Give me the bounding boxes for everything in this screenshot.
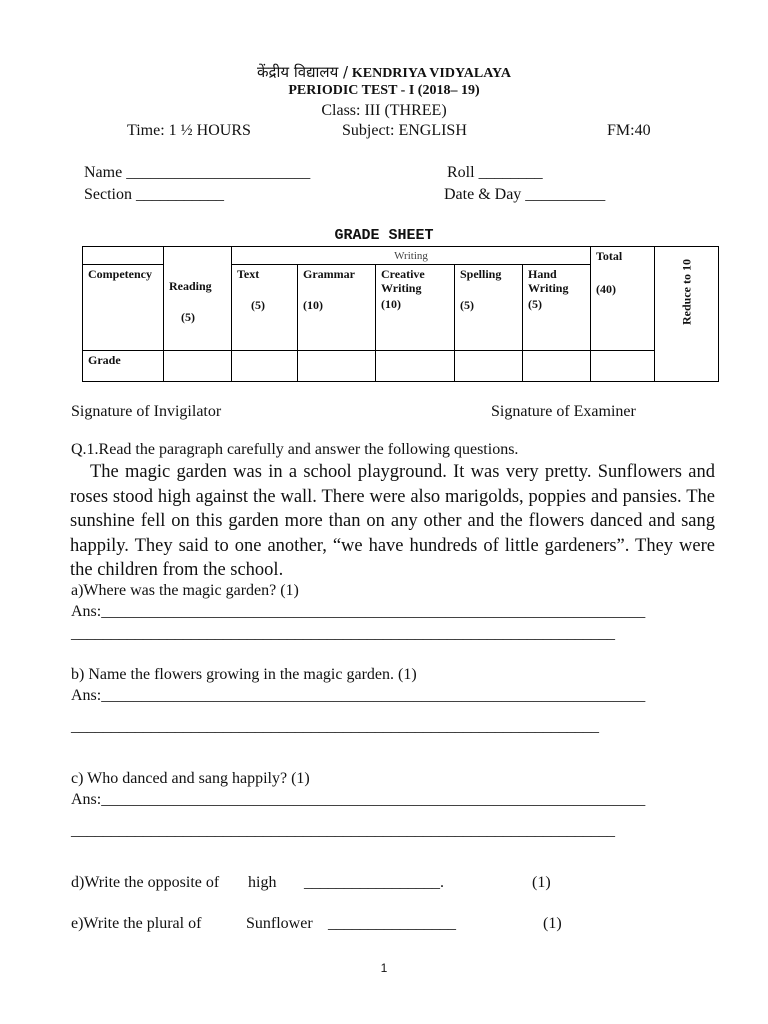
name-field[interactable]: Name _______________________ (84, 164, 311, 181)
reduce-label: Reduce to 10 (679, 259, 694, 325)
answer-b-line2[interactable]: __________________________________________________________________ (71, 718, 599, 735)
time-label: Time: 1 ½ HOURS (127, 122, 251, 139)
reading-label: Reading (169, 279, 212, 293)
grade-cell-hand-writing[interactable] (523, 351, 591, 382)
reduce-cell (655, 247, 719, 382)
creative-writing-marks: (10) (381, 297, 401, 311)
grade-row-label: Grade (83, 351, 164, 382)
grammar-header (298, 265, 376, 351)
question-d-word: high (248, 874, 277, 891)
reading-header (164, 247, 232, 351)
reading-marks: (5) (181, 310, 195, 324)
question-b: b) Name the flowers growing in the magic garden. (1) (71, 666, 417, 683)
school-name-hindi: केंद्रीय विद्यालय / (257, 63, 349, 81)
text-label: Text (237, 267, 260, 281)
question-c: c) Who danced and sang happily? (1) (71, 770, 310, 787)
school-header (0, 62, 768, 82)
hand-writing-label: Hand Writing (528, 267, 569, 295)
roll-field[interactable]: Roll ________ (447, 164, 543, 181)
text-header (232, 265, 298, 351)
invigilator-signature: Signature of Invigilator (71, 403, 222, 420)
writing-header: Writing (232, 247, 591, 265)
total-label: Total (596, 249, 623, 263)
creative-writing-label: Creative Writing (381, 267, 425, 295)
answer-e-blank[interactable]: ________________ (328, 915, 456, 932)
question-e: e)Write the plural of (71, 915, 202, 932)
text-marks: (5) (251, 298, 265, 312)
grade-cell-grammar[interactable] (298, 351, 376, 382)
grade-sheet-blank-cell (83, 247, 164, 265)
hand-writing-header (523, 265, 591, 351)
page-number: 1 (380, 961, 388, 975)
question-a: a)Where was the magic garden? (1) (71, 582, 299, 599)
grade-cell-spelling[interactable] (455, 351, 523, 382)
answer-a-line1[interactable]: Ans:____________________________________________________________________ (71, 603, 646, 620)
spelling-label: Spelling (460, 267, 502, 281)
hand-writing-marks: (5) (528, 297, 542, 311)
passage-paragraph: The magic garden was in a school playground. It was very pretty. Sunflowers and roses stood high against the wall. There were also marigolds, poppies and pansies. The sunshine fell on this garden more than on any other and the flowers danced and sang happily. They said to one another, “we have hundreds of little gardeners”. They were the children from the school. (70, 462, 715, 580)
question-d: d)Write the opposite of (71, 874, 220, 891)
section-field[interactable]: Section ___________ (84, 186, 224, 203)
grammar-marks: (10) (303, 298, 323, 312)
answer-d-blank[interactable]: _________________. (304, 874, 444, 891)
grade-cell-creative-writing[interactable] (376, 351, 455, 382)
answer-c-line2[interactable]: ____________________________________________________________________ (71, 822, 615, 839)
grade-cell-text[interactable] (232, 351, 298, 382)
grammar-label: Grammar (303, 267, 355, 281)
grade-sheet-table (82, 246, 719, 382)
examiner-signature: Signature of Examiner (491, 403, 636, 420)
test-name: PERIODIC TEST - I (2018– 19) (288, 83, 480, 98)
class-label: Class: III (THREE) (321, 102, 447, 119)
question1-instruction: Q.1.Read the paragraph carefully and answer the following questions. (71, 441, 519, 458)
question-e-word: Sunflower (246, 915, 313, 932)
competency-header: Competency (83, 265, 164, 351)
spelling-header (455, 265, 523, 351)
subject-label: Subject: ENGLISH (342, 122, 467, 139)
grade-sheet-title: GRADE SHEET (334, 227, 434, 244)
question-d-marks: (1) (532, 874, 551, 891)
total-header (591, 247, 655, 351)
creative-writing-header (376, 265, 455, 351)
grade-cell-reading[interactable] (164, 351, 232, 382)
school-name-english: KENDRIYA VIDYALAYA (351, 66, 511, 81)
answer-a-line2[interactable]: ____________________________________________________________________ (71, 625, 615, 642)
total-marks: (40) (596, 282, 617, 296)
question-e-marks: (1) (543, 915, 562, 932)
date-day-field[interactable]: Date & Day __________ (444, 186, 606, 203)
fm-label: FM:40 (607, 122, 651, 139)
spelling-marks: (5) (460, 298, 474, 312)
grade-cell-total[interactable] (591, 351, 655, 382)
answer-c-line1[interactable]: Ans:____________________________________________________________________ (71, 791, 646, 808)
answer-b-line1[interactable]: Ans:____________________________________________________________________ (71, 687, 646, 704)
